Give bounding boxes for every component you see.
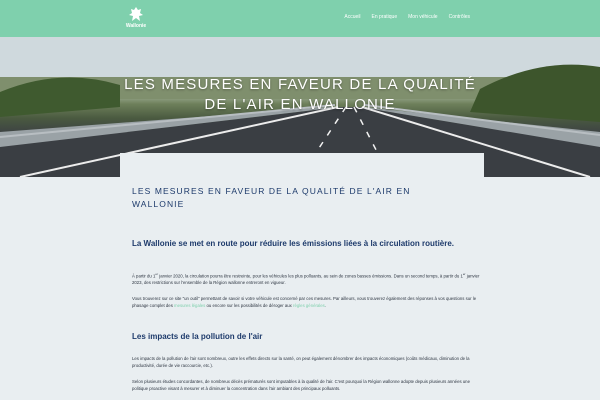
logo-label: Wallonie: [125, 23, 147, 29]
paragraph-tool: [132, 296, 482, 309]
link-mesures-legales[interactable]: mesures légales: [174, 302, 206, 308]
p1-part-c: janvier 2023, des restrictions sur l'ensemble de la Région wallonne entreront en vigueur.: [132, 273, 480, 285]
nav-item-mon-vehicule[interactable]: Mon véhicule: [408, 14, 438, 20]
hero-title-line-2: DE L'AIR EN WALLONIE: [204, 96, 396, 113]
p2-part-a: Vous trouverez sur ce site "un outil" permettant de savoir si votre véhicule est concerné par ces mesures. Par ailleurs, vous trouverez également des réponses à vos questions sur le phasage complet des: [132, 296, 477, 308]
nav-item-controles[interactable]: Contrôles: [448, 14, 470, 20]
top-navigation-bar: [0, 0, 600, 37]
p2-part-c: .: [324, 302, 326, 308]
nav-item-en-pratique[interactable]: En pratique: [371, 14, 398, 20]
nav-item-accueil[interactable]: Accueil: [344, 14, 361, 20]
main-content: [120, 153, 484, 400]
link-regles-generales[interactable]: règles générales: [293, 302, 325, 308]
section-heading-impacts: Les impacts de la pollution de l'air: [132, 332, 263, 341]
p1-sup-2: er: [462, 272, 466, 276]
hero-title: [100, 75, 500, 115]
p1-part-a: À partir du 1: [132, 273, 156, 279]
hero-title-line-1: LES MESURES EN FAVEUR DE LA QUALITÉ: [124, 76, 476, 93]
p1-part-b: janvier 2020, la circulation pourra être restreinte, pour les véhicules les plus polluants, au sein de zones basses émissions. Dans un second temps, à partir du 1: [158, 273, 463, 279]
section-heading-route: La Wallonie se met en route pour réduire les émissions liées à la circulation routière.: [132, 239, 455, 248]
p2-part-b: ou encore sur les possibilités de déroger aux: [205, 302, 294, 308]
main-nav: [344, 14, 470, 20]
page-title: LES MESURES EN FAVEUR DE LA QUALITÉ DE L'AIR EN WALLONIE: [132, 186, 411, 209]
p1-sup: er: [155, 272, 159, 276]
paragraph-impacts: Les impacts de la pollution de l'air sont nombreux, outre les effets directs sur la santé, on peut également dénombrer des impacts économiques (coûts médicaux, diminution de la productivité, durée de vie raccourcie, etc.).: [132, 356, 470, 368]
rooster-logo-icon: [124, 6, 148, 24]
wallonie-logo[interactable]: [124, 6, 148, 32]
paragraph-deces: Selon plusieurs études concordantes, de nombreux décès prématurés sont imputables à la qualité de l'air. C'est pourquoi la Région wallonne adopte depuis plusieurs années une politique proactive visant à mesurer et à diminuer la concentration dans l'air ambiant des principaux polluants.: [132, 379, 470, 391]
paragraph-dates: [132, 271, 482, 286]
